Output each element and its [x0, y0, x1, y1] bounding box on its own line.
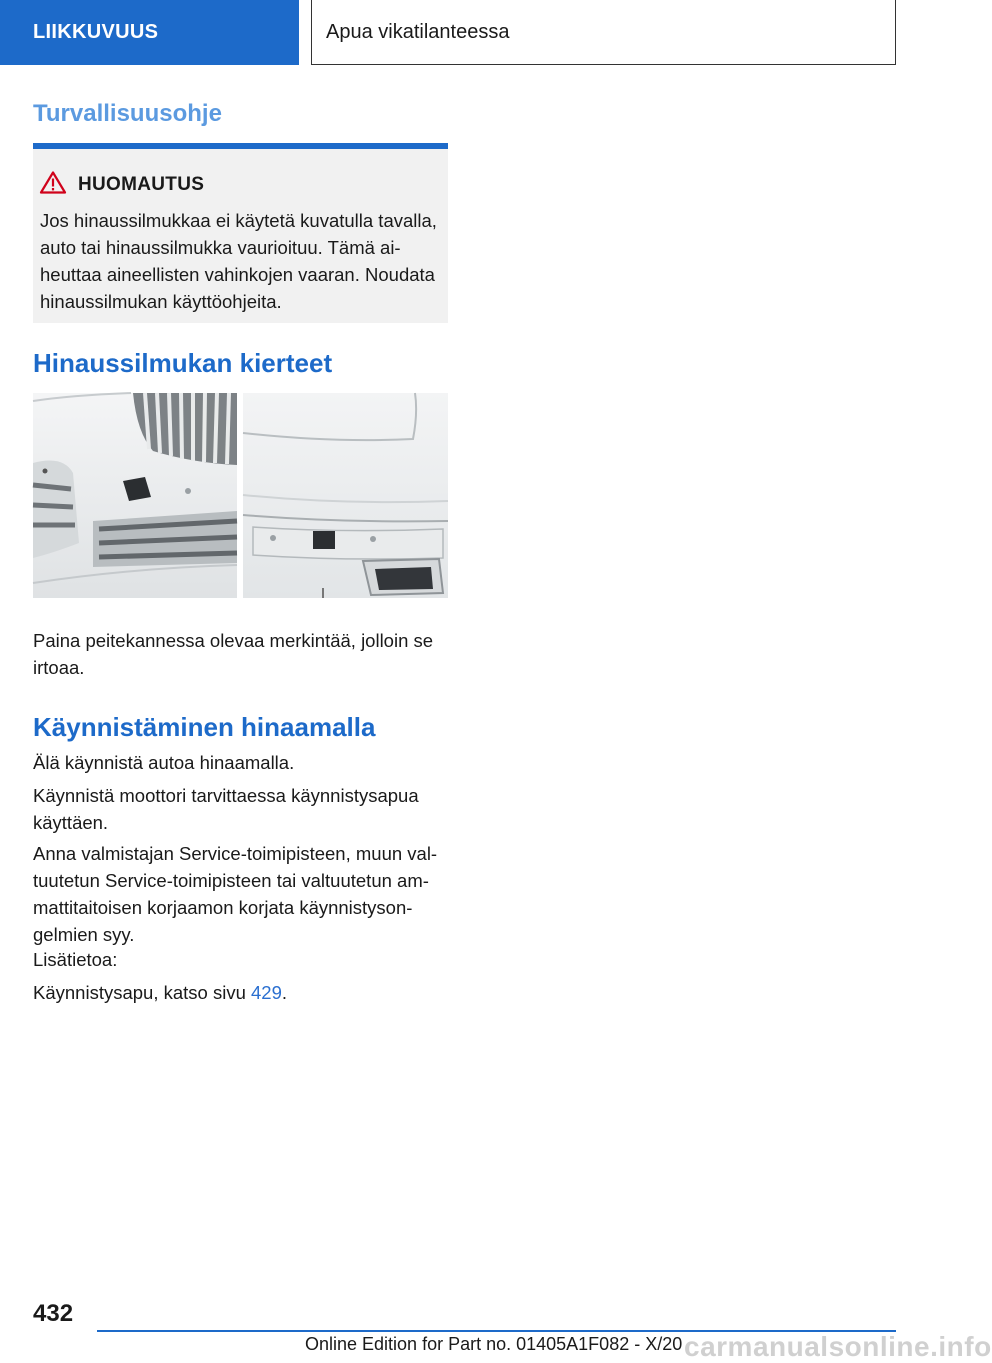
front-bumper-photo: [33, 393, 237, 598]
p3-line: mattitaitoisen korjaamon korjata käynnistyson-: [33, 897, 413, 918]
page-number: 432: [33, 1300, 74, 1327]
edition-text: Online Edition for Part no. 01405A1F082 - X/20: [305, 1334, 683, 1354]
p3-line: Anna valmistajan Service-toimipisteen, muun val-: [33, 843, 438, 864]
chapter-header: [311, 0, 896, 65]
notice-label: HUOMAUTUS: [78, 174, 205, 195]
reference-text: Käynnistysapu, katso sivu: [33, 982, 251, 1003]
notice-line: Jos hinaussilmukkaa ei käytetä kuvatulla tavalla,: [40, 210, 437, 231]
chapter-title: Apua vikatilanteessa: [326, 20, 510, 43]
tow-start-p5: [33, 979, 453, 1006]
notice-header: [40, 171, 440, 199]
caption-line: Paina peitekannessa olevaa merkintää, jolloin se: [33, 630, 434, 651]
p3-line: tuutetun Service-toimipisteen tai valtuutetun am-: [33, 870, 429, 891]
tow-start-heading: Käynnistäminen hinaamalla: [33, 712, 376, 742]
p2-line: käyttäen.: [33, 812, 109, 833]
watermark: carmanualsonline.info: [684, 1331, 992, 1362]
tow-start-p4: Lisätietoa:: [33, 949, 118, 970]
section-tab: [0, 0, 299, 65]
notice-text: [40, 207, 440, 315]
tow-start-p3: [33, 840, 453, 948]
notice-line: hinaussilmukan käyttöohjeita.: [40, 291, 282, 312]
section-title: LIIKKUVUUS: [33, 21, 159, 43]
notice-box: [33, 143, 448, 323]
p2-line: Käynnistä moottori tarvittaessa käynnistysapua: [33, 785, 419, 806]
safety-heading: Turvallisuusohje: [33, 100, 222, 127]
tow-start-p2: [33, 782, 453, 836]
caption-line: irtoaa.: [33, 657, 85, 678]
page-link[interactable]: 429: [251, 982, 282, 1003]
towing-caption: [33, 627, 453, 681]
reference-end: .: [281, 982, 288, 1003]
tow-start-p1: Älä käynnistä autoa hinaamalla.: [33, 752, 295, 773]
towing-heading: Hinaussilmukan kierteet: [33, 348, 333, 378]
notice-line: heuttaa aineellisten vahinkojen vaaran. Noudata: [40, 264, 435, 285]
p3-line: gelmien syy.: [33, 924, 135, 945]
warning-triangle-icon: [40, 171, 66, 199]
rear-bumper-photo: [243, 393, 448, 598]
notice-line: auto tai hinaussilmukka vaurioituu. Tämä ai-: [40, 237, 401, 258]
